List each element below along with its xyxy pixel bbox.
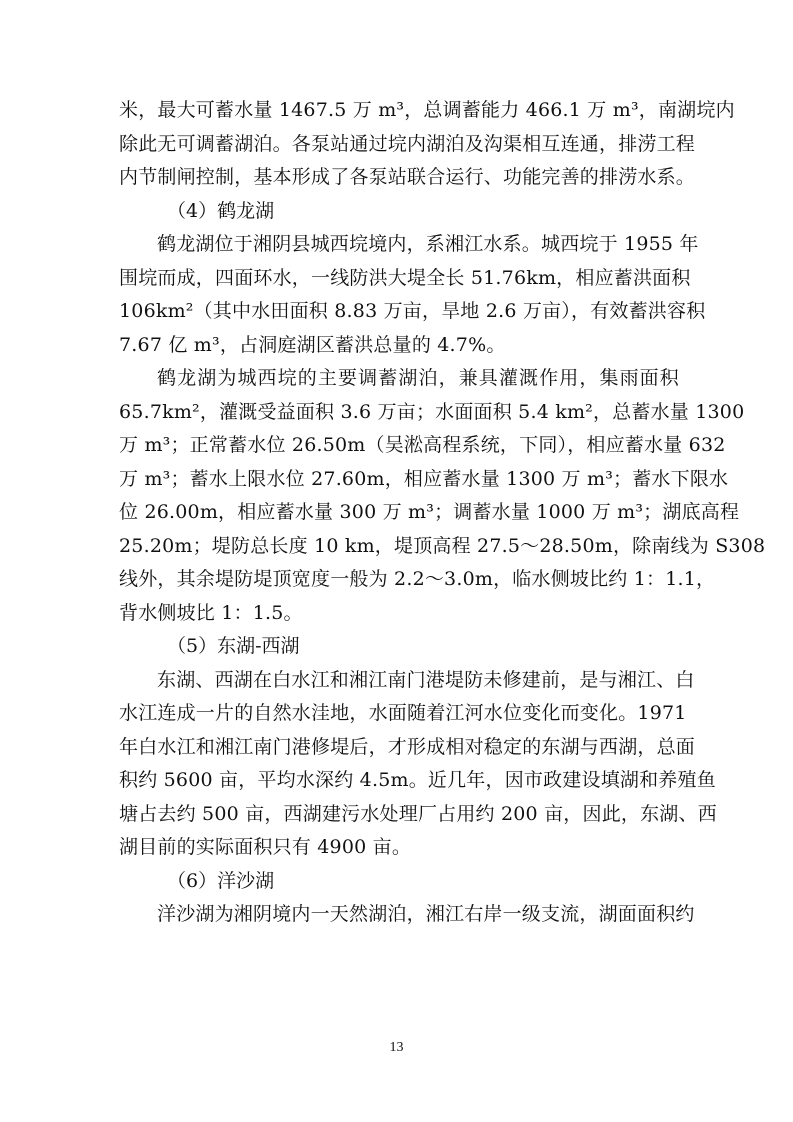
text-line: 积约 5600 亩，平均水深约 4.5m。近几年，因市政建设填湖和养殖鱼 <box>119 769 716 791</box>
text-line: 鹤龙湖为城西垸的主要调蓄湖泊，兼具灌溉作用，集雨面积 <box>157 367 679 389</box>
text-line: 106km²（其中水田面积 8.83 万亩，旱地 2.6 万亩），有效蓄洪容积 <box>119 300 706 322</box>
document-body <box>119 94 766 932</box>
text-line: 25.20m；堤防总长度 10 km，堤顶高程 27.5～28.50m，除南线为 S308 <box>119 534 766 557</box>
text-line: 湖目前的实际面积只有 4900 亩。 <box>119 836 412 858</box>
text-line: 塘占去约 500 亩，西湖建污水处理厂占用约 200 亩，因此，东湖、西 <box>119 802 717 825</box>
text-line: 鹤龙湖位于湘阴县城西垸境内，系湘江水系。城西垸于 1955 年 <box>157 233 699 255</box>
text-line: 东湖、西湖在白水江和湘江南门港堤防未修建前，是与湘江、白 <box>157 668 695 691</box>
text-line: 7.67 亿 m³，占洞庭湖区蓄洪总量的 4.7%。 <box>119 333 506 356</box>
text-line: 线外，其余堤防堤顶宽度一般为 2.2～3.0m，临水侧坡比约 1：1.1， <box>119 568 716 590</box>
text-line: 万 m³；蓄水上限水位 27.60m，相应蓄水量 1300 万 m³；蓄水下限水 <box>119 467 729 490</box>
section-heading: （5）东湖-西湖 <box>167 635 300 657</box>
text-line: 米，最大可蓄水量 1467.5 万 m³，总调蓄能力 466.1 万 m³，南湖垸内 <box>119 99 735 121</box>
paragraph <box>119 228 706 362</box>
text-line: 万 m³；正常蓄水位 26.50m（吴淞高程系统，下同），相应蓄水量 632 <box>119 434 726 456</box>
text-line: 65.7km²，灌溉受益面积 3.6 万亩；水面面积 5.4 km²，总蓄水量 1300 <box>119 400 745 423</box>
text-line: 水江连成一片的自然水洼地，水面随着江河水位变化而变化。1971 <box>119 702 687 724</box>
paragraph <box>119 94 735 195</box>
text-line: 背水侧坡比 1：1.5。 <box>119 601 303 624</box>
text-line: 洋沙湖为湘阴境内一天然湖泊，湘江右岸一级支流，湖面面积约 <box>157 903 695 925</box>
text-line: 年白水江和湘江南门港修堤后，才形成相对稳定的东湖与西湖，总面 <box>119 735 696 758</box>
paragraph <box>119 362 766 630</box>
paragraph <box>119 898 695 932</box>
page-number: 13 <box>389 1040 404 1055</box>
section-heading: （4）鹤龙湖 <box>167 199 275 222</box>
section-heading: （6）洋沙湖 <box>167 869 275 892</box>
paragraph <box>119 664 717 865</box>
text-line: 除此无可调蓄湖泊。各泵站通过垸内湖泊及沟渠相互连通，排涝工程 <box>119 132 696 155</box>
text-line: 位 26.00m，相应蓄水量 300 万 m³；调蓄水量 1000 万 m³；湖底高程 <box>119 501 740 523</box>
text-line: 围垸而成，四面环水，一线防洪大堤全长 51.76km，相应蓄洪面积 <box>119 266 691 289</box>
text-line: 内节制闸控制，基本形成了各泵站联合运行、功能完善的排涝水系。 <box>119 166 696 188</box>
